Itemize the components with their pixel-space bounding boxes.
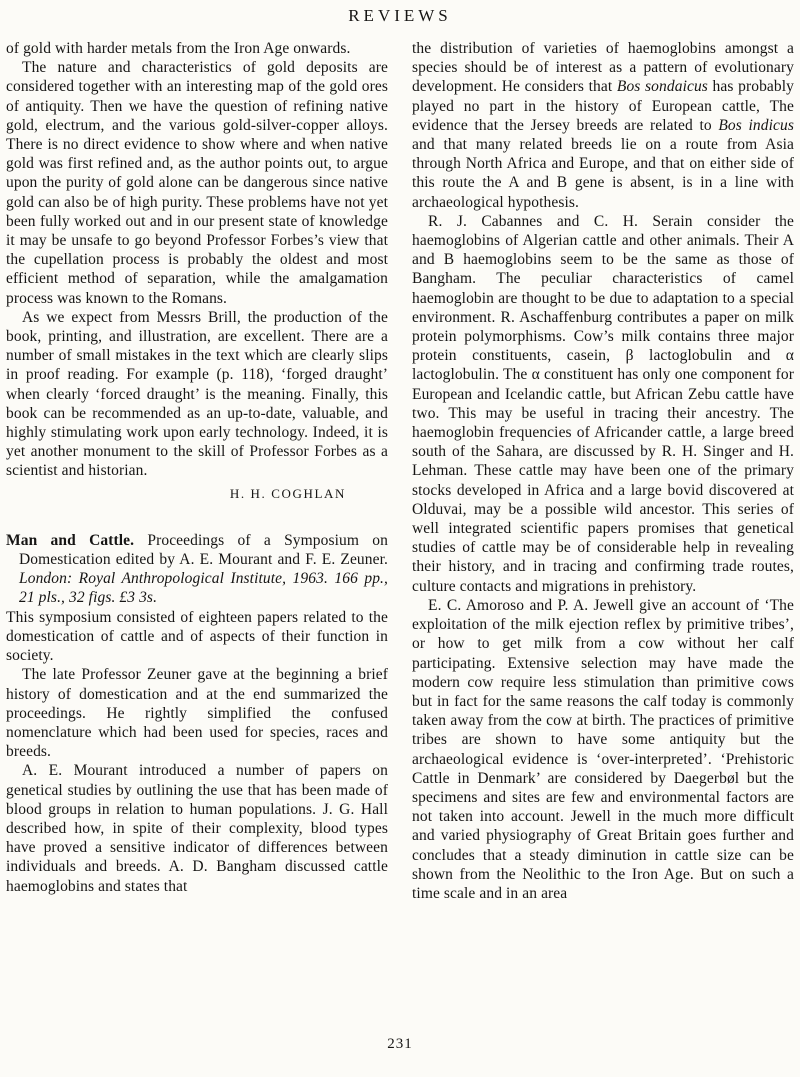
page-number: 231 bbox=[387, 1036, 413, 1052]
review-heading bbox=[6, 531, 388, 608]
review-title: Man and Cattle. bbox=[6, 531, 135, 549]
running-head: REVIEWS bbox=[348, 6, 452, 25]
text-segment: has probably played no part in the history of European cattle, The evidence that the Jersey breeds are related to bbox=[412, 78, 795, 134]
paragraph-distribution bbox=[412, 39, 794, 212]
review-imprint: London: Royal Anthropological Institute, 1963. 166 pp., 21 pls., 32 figs. £3 3s. bbox=[19, 570, 388, 607]
reviewer-signature: H. H. COGHLAN bbox=[229, 485, 346, 501]
paragraph-amoroso: E. C. Amoroso and P. A. Jewell give an account of ‘The exploitation of the milk ejection reflex by primitive tribes’, or how to get milk from a cow without her calf participating. Extensive selection may have made the modern cow require less stimulation than primitive cows but in fact for the same reasons the calf today is commonly taken away from the cow at birth. The practices of primitive tribes are shown to have some antiquity but the archaeological evidence is ‘over-interpreted’. ‘Prehistoric Cattle in Denmark’ are considered by Daegerbøl but the specimens and sites are few and environmental factors are not taken into account. Jewell in the much more difficult and varied physiography of Great Britain goes further and concludes that a steady diminution in cattle size can be shown from the Neolithic to the Iron Age. But on such a time scale and in an area bbox=[412, 596, 794, 902]
species-name-bos-sondaicus: Bos sondaicus bbox=[616, 78, 708, 96]
right-column bbox=[412, 39, 794, 903]
paragraph-gold-continuation: of gold with harder metals from the Iron Age onwards. bbox=[6, 40, 351, 57]
text-columns bbox=[6, 39, 794, 903]
text-segment: the distribution of varieties of haemoglobins amongst a species should be of interest as a pattern of evolutionary development. He considers that bbox=[412, 40, 794, 96]
paragraph-book-production: As we expect from Messrs Brill, the production of the book, printing, and illustration, are excellent. There are a number of small mistakes in the text which are clearly slips in proof reading. For example (p. 118), ‘forged draught’ when clearly ‘forced draught’ is the meaning. Finally, this book can be recommended as an up-to-date, valuable, and highly stimulating work upon early technology. Indeed, it is yet another monument to the skill of Professor Forbes as a scientist and historian. bbox=[6, 308, 388, 480]
paragraph-mourant: A. E. Mourant introduced a number of papers on genetical studies by outlining the use that has been made of blood groups in relation to human populations. J. G. Hall described how, in spite of their complexity, blood types have proved a sensitive indicator of differences between individuals and breeds. A. D. Bangham discussed cattle haemoglobins and states that bbox=[6, 762, 388, 895]
text-segment: and that many related breeds lie on a route from Asia through North Africa and Europe, and that on either side of this route the A and B gene is absent, is in a line with archaeological hypothesis. bbox=[412, 136, 794, 211]
left-column bbox=[6, 39, 388, 903]
review-subtitle: Proceedings of a Symposium on Domestication edited by A. E. Mourant and F. E. Zeuner. bbox=[19, 531, 388, 569]
paragraph-cabannes: R. J. Cabannes and C. H. Serain consider the haemoglobins of Algerian cattle and other animals. Their A and B haemoglobins seem to be the same as those of Bangham. The peculiar characteristics of camel haemoglobin are thought to be due to adaptation to a special environment. R. Aschaffenburg contributes a paper on milk protein polymorphisms. Cow’s milk contains three major protein constituents, casein, β lactoglobulin and α lactoglobulin. The α constituent has only one component for European and Icelandic cattle, but African Zebu cattle have two. This may be useful in tracing their ancestry. The haemoglobin frequencies of Africander cattle, a large breed south of the Sahara, are discussed by R. H. Singer and H. Lehman. These cattle may have been one of the primary stocks developed in Africa and a large bovid discovered at Olduvai, may be a possible wild ancestor. This series of well integrated scientific papers promises that genetical studies of cattle may be of considerable help in revealing their history, and in tracing and confirming trade routes, culture contacts and migrations in prehistory. bbox=[412, 212, 794, 595]
paragraph-gold-deposits: The nature and characteristics of gold deposits are considered together with an interesting map of the gold ores of antiquity. Then we have the question of refining native gold, electrum, and the various gold-silver-copper alloys. There is no direct evidence to show where and when native gold was first refined and, as the author points out, to argue upon the purity of gold alone can be dangerous since native gold can also be of high purity. These problems have not yet been fully worked out and in our present state of knowledge it may be unsafe to go beyond Professor Forbes’s view that the cupellation process is probably the oldest and most efficient method of separation, while the amalgamation process was known to the Romans. bbox=[6, 59, 388, 307]
species-name-bos-indicus: Bos indicus bbox=[718, 116, 794, 134]
paragraph-symposium: This symposium consisted of eighteen papers related to the domestication of cattle and of aspects of their function in society. bbox=[6, 608, 388, 665]
paragraph-zeuner: The late Professor Zeuner gave at the beginning a brief history of domestication and at the end summarized the proceedings. He rightly simplified the confused nomenclature which had been used for species, races and breeds. bbox=[6, 666, 388, 761]
